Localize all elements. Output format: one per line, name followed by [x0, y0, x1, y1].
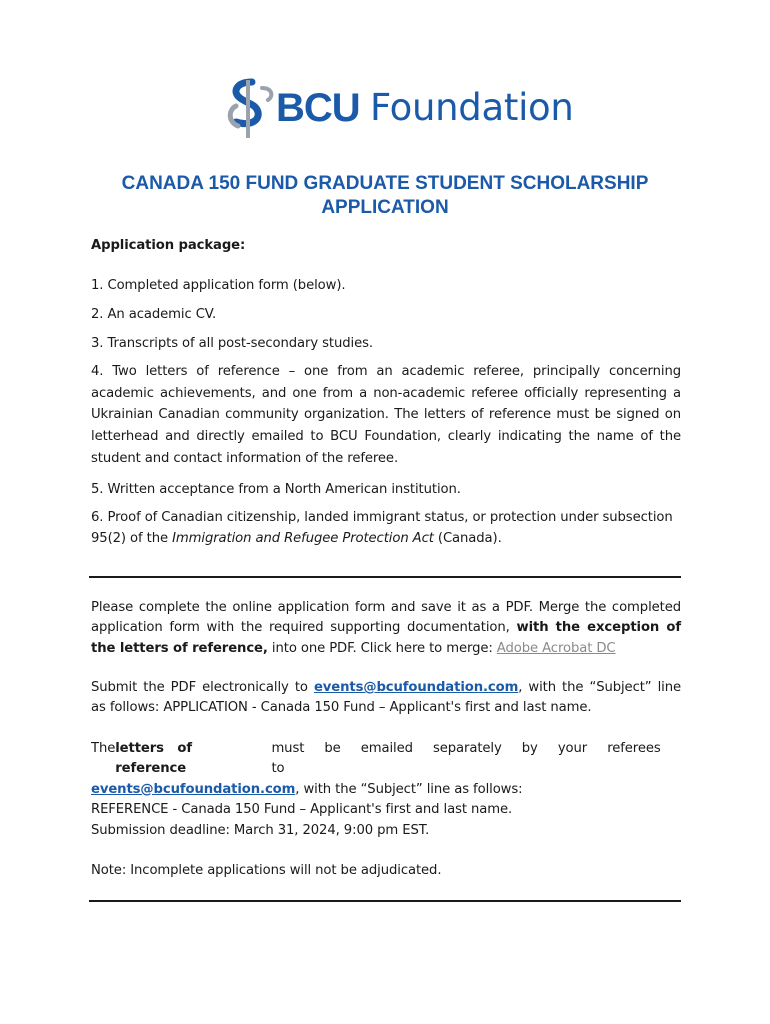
logo-brand-text: BCU: [276, 86, 360, 130]
merge-instructions: [91, 598, 681, 659]
merge-mid-text: into one PDF. Click here to merge:: [267, 640, 497, 656]
reference-the: The: [91, 741, 116, 756]
act-name: Immigration and Refugee Protection Act: [172, 531, 434, 546]
events-email-link-2[interactable]: events@bcufoundation.com: [91, 781, 296, 797]
reference-mid: must be emailed separately by your referees to: [271, 741, 661, 777]
package-item-3: 3. Transcripts of all post-secondary studies.: [91, 336, 373, 351]
reference-instructions: [91, 739, 681, 820]
reference-bold: letters of reference: [115, 741, 192, 777]
item6-text: 6. Proof of Canadian citizenship, landed immigrant status, or protection under subsection 95(2) of the: [91, 510, 673, 546]
submission-deadline: Submission deadline: March 31, 2024, 9:00 pm EST.: [91, 823, 430, 838]
title-line-1: CANADA 150 FUND GRADUATE STUDENT SCHOLARSHIP: [121, 173, 649, 194]
reference-line-1: [91, 739, 681, 780]
page-title: [90, 172, 680, 220]
adobe-acrobat-link[interactable]: Adobe Acrobat DC: [496, 640, 616, 656]
reference-subject: , with the “Subject” line as follows:: [295, 781, 523, 797]
submit-instructions: [91, 678, 681, 719]
merge-text: Please complete the online application form and save it as a PDF. Merge the completed application form with the required supporting documentation,: [91, 600, 681, 636]
divider-top: [89, 576, 681, 578]
logo-word-text: Foundation: [370, 86, 574, 129]
bcu-foundation-logo: [222, 78, 584, 140]
package-heading: Application package:: [91, 238, 246, 253]
events-email-link[interactable]: events@bcufoundation.com: [313, 680, 519, 695]
item6-suffix: (Canada).: [433, 531, 502, 546]
reference-line-2: [91, 780, 681, 800]
package-item-2: 2. An academic CV.: [91, 307, 217, 322]
submit-subject-text: , with the “Subject” line as follows: APPLICATION - Canada 150 Fund – Applicant's first and last name.: [91, 680, 681, 716]
package-item-5: 5. Written acceptance from a North American institution.: [91, 482, 461, 497]
reference-line-3: REFERENCE - Canada 150 Fund – Applicant's first and last name.: [91, 801, 513, 817]
bcu-foundation-logo-mark-icon: [222, 78, 282, 140]
incomplete-note: Note: Incomplete applications will not be adjudicated.: [91, 863, 442, 878]
package-item-1: 1. Completed application form (below).: [91, 278, 346, 293]
title-line-2: APPLICATION: [321, 197, 449, 218]
divider-bottom: [89, 900, 681, 902]
package-item-6: [91, 507, 681, 549]
submit-text: Submit the PDF electronically to: [91, 680, 314, 695]
package-item-4: 4. Two letters of reference – one from an academic referee, principally concerning academic achievements, and one from a non-academic referee officially representing a Ukrainian Canadian community organization. The letters of reference must be signed on letterhead and directly emailed to BCU Foundation, clearly indicating the name of the student and contact information of the referee.: [91, 364, 681, 466]
exception-text: with the exception of the letters of reference,: [91, 620, 681, 656]
